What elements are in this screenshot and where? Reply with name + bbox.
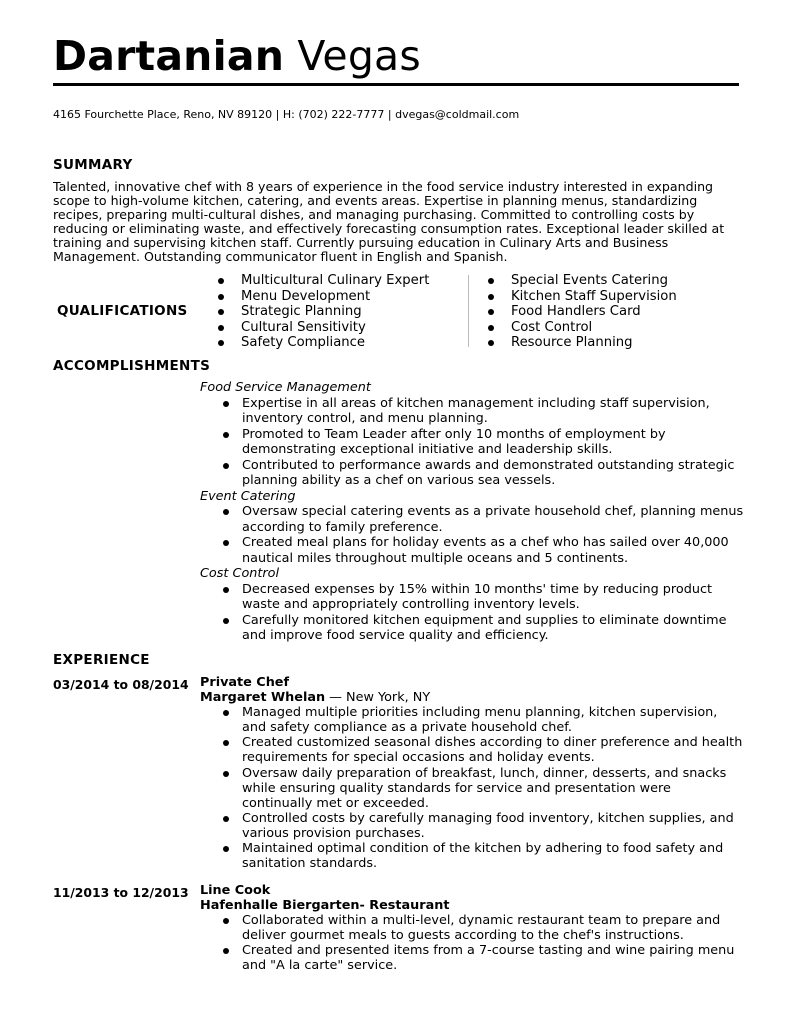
job-dates: 11/2013 to 12/2013 [53, 885, 189, 900]
accomplishment-list [200, 582, 745, 644]
job-employer-line [200, 898, 745, 913]
accomplishment-category: Cost Control [200, 566, 280, 581]
qualification-item: Multicultural Culinary Expert [215, 273, 429, 289]
accomplishment-list [200, 504, 745, 566]
job-duty: Created customized seasonal dishes according to diner preference and health requirements for special occasions and holiday events. [200, 735, 745, 765]
summary-text: Talented, innovative chef with 8 years of experience in the food service industry interested in expanding scope to high-volume kitchen, catering, and events areas. Expertise in planning menus, standardizing recipes, preparing multi-cultural dishes, and managing purchasing. Committed to controlling costs by reducing or eliminating waste, and effectively forecasting consumption rates. Exceptional leader skilled at training and supervising kitchen staff. Currently pursuing education in Culinary Arts and Business Management. Outstanding communicator fluent in English and Spanish. [53, 179, 725, 264]
accomplishment-item: Carefully monitored kitchen equipment and supplies to eliminate downtime and improve food service quality and efficiency. [200, 613, 745, 644]
accomplishment-item: Expertise in all areas of kitchen management including staff supervision, inventory control, and menu planning. [200, 396, 745, 427]
accomplishment-item: Promoted to Team Leader after only 10 months of employment by demonstrating exceptional initiative and leadership skills. [200, 427, 745, 458]
last-name: Vegas [297, 32, 421, 80]
candidate-name [53, 32, 421, 80]
accomplishments-body [200, 380, 745, 644]
job-employer-line [200, 690, 745, 705]
qualifications-heading: QUALIFICATIONS [57, 303, 188, 319]
job-title: Private Chef [200, 675, 290, 690]
qualifications-left-list [215, 273, 429, 351]
accomplishment-category: Food Service Management [200, 380, 371, 395]
accomplishment-category: Event Catering [200, 488, 296, 504]
job-entry [200, 675, 745, 871]
accomplishment-item: Contributed to performance awards and demonstrated outstanding strategic planning ability as a chef on various sea vessels. [200, 458, 745, 489]
job-entry [200, 883, 745, 974]
qualification-item: Menu Development [215, 289, 429, 305]
qualification-item: Kitchen Staff Supervision [485, 289, 677, 305]
job-location: — New York, NY [325, 690, 431, 706]
qualification-item: Strategic Planning [215, 304, 429, 320]
job-dates: 03/2014 to 08/2014 [53, 677, 189, 692]
header-rule [53, 83, 739, 86]
contact-line: 4165 Fourchette Place, Reno, NV 89120 | H: (702) 222-7777 | dvegas@coldmail.com [53, 108, 520, 121]
accomplishment-list [200, 396, 745, 489]
accomplishment-item: Decreased expenses by 15% within 10 months' time by reducing product waste and appropriately controlling inventory levels. [200, 582, 745, 613]
qualifications-divider [468, 275, 469, 347]
summary-heading: SUMMARY [53, 157, 133, 173]
job-duty: Oversaw daily preparation of breakfast, lunch, dinner, desserts, and snacks while ensuring quality standards for service and presentation were continually met or exceeded. [200, 766, 745, 811]
accomplishment-item: Oversaw special catering events as a private household chef, planning menus according to family preference. [200, 504, 745, 535]
first-name: Dartanian [53, 32, 285, 80]
accomplishment-item: Created meal plans for holiday events as a chef who has sailed over 40,000 nautical miles throughout multiple oceans and 5 continents. [200, 535, 745, 566]
job-duty: Managed multiple priorities including menu planning, kitchen supervision, and safety compliance as a private household chef. [200, 705, 745, 735]
qualification-item: Cost Control [485, 320, 677, 336]
qualification-item: Food Handlers Card [485, 304, 677, 320]
qualification-item: Special Events Catering [485, 273, 677, 289]
qualification-item: Resource Planning [485, 335, 677, 351]
qualifications-right-list [485, 273, 677, 351]
qualification-item: Cultural Sensitivity [215, 320, 429, 336]
job-company: Hafenhalle Biergarten- Restaurant [200, 898, 450, 914]
job-duty: Created and presented items from a 7-course tasting and wine pairing menu and "A la carte" service. [200, 943, 745, 973]
job-duty: Maintained optimal condition of the kitchen by adhering to food safety and sanitation standards. [200, 841, 745, 871]
qualification-item: Safety Compliance [215, 335, 429, 351]
job-company: Margaret Whelan [200, 690, 326, 706]
job-title: Line Cook [200, 883, 271, 898]
job-duties-list [200, 705, 745, 871]
job-duty: Controlled costs by carefully managing food inventory, kitchen supplies, and various provision purchases. [200, 811, 745, 841]
job-duty: Collaborated within a multi-level, dynamic restaurant team to prepare and deliver gourmet meals to guests according to the chef's instructions. [200, 913, 745, 943]
job-duties-list [200, 913, 745, 973]
accomplishments-heading: ACCOMPLISHMENTS [53, 358, 211, 374]
experience-heading: EXPERIENCE [53, 652, 150, 668]
